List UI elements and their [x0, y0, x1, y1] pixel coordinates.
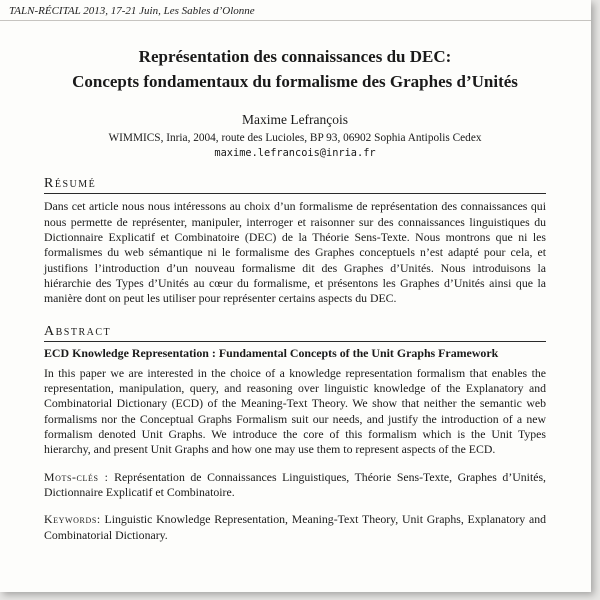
mots-cles-text: Représentation de Connaissances Linguistiques, Théorie Sens-Texte, Graphes d’Unités, Dictionnaire Explicatif et Combinatoire.: [44, 469, 547, 499]
paper-title: [44, 45, 546, 94]
abstract-paragraph: In this paper we are interested in the choice of a knowledge representation formalism that enables the representation, manipulation, query, and reasoning over linguistic knowledge of the Explanatory and Combinatorial Dictionary (ECD) of the Meaning-Text Theory. We show that neither the semantic web formalisms nor the Conceptual Graphs Formalism suit our needs, and justify the introduction of a new formalism denoted Unit Graphs. We introduce the core of this formalism which is the Unit Types hierarchy, and present Unit Graphs and how one may use them to represent aspects of the ECD.: [44, 365, 546, 457]
keywords-text: Linguistic Knowledge Representation, Meaning-Text Theory, Unit Graphs, Explanatory and Combinatorial Dictionary.: [44, 512, 546, 542]
page-content: [0, 45, 591, 543]
paper-title-line1: Représentation des connaissances du DEC:: [138, 47, 452, 66]
mots-cles-paragraph: [44, 470, 546, 501]
paper-title-line2: Concepts fondamentaux du formalisme des Graphes d’Unités: [72, 71, 518, 91]
resume-heading: Résumé: [44, 176, 546, 194]
resume-paragraph: Dans cet article nous nous intéressons au choix d’un formalisme de représentation des connaissances qui nous permette de représenter, manipuler, interroger et raisonner sur des connaissances linguistiques du Dictionnaire Explicatif et Combinatoire (DEC) de la Théorie Sens-Texte. Nous montrons que ni les formalismes du web sémantique ni le formalisme des Graphes conceptuels n’est adapté pour cela, et justifions l’introduction d’un nouveau formalisme dit des Graphes d’Unités. Nous introduisons la hiérarchie des Types d’Unités au cœur du formalisme, et présentons les Graphes d’Unités ainsi que la manière dont on peut les utiliser pour représenter certains aspects du DEC.: [44, 199, 546, 306]
keywords-paragraph: [44, 512, 546, 543]
author-affiliation: WIMMICS, Inria, 2004, route des Lucioles, BP 93, 06902 Sophia Antipolis Cedex: [108, 132, 482, 145]
mots-cles-label: Mots-clés :: [44, 469, 109, 484]
abstract-heading: Abstract: [44, 324, 546, 342]
keywords-label: Keywords:: [44, 512, 101, 527]
author-name: Maxime Lefrançois: [241, 112, 349, 128]
author-email: maxime.lefrancois@inria.fr: [214, 147, 376, 160]
running-head: TALN-RÉCITAL 2013, 17-21 Juin, Les Sables d’Olonne: [0, 0, 591, 21]
abstract-bold-title: ECD Knowledge Representation : Fundamental Concepts of the Unit Graphs Framework: [44, 345, 499, 360]
